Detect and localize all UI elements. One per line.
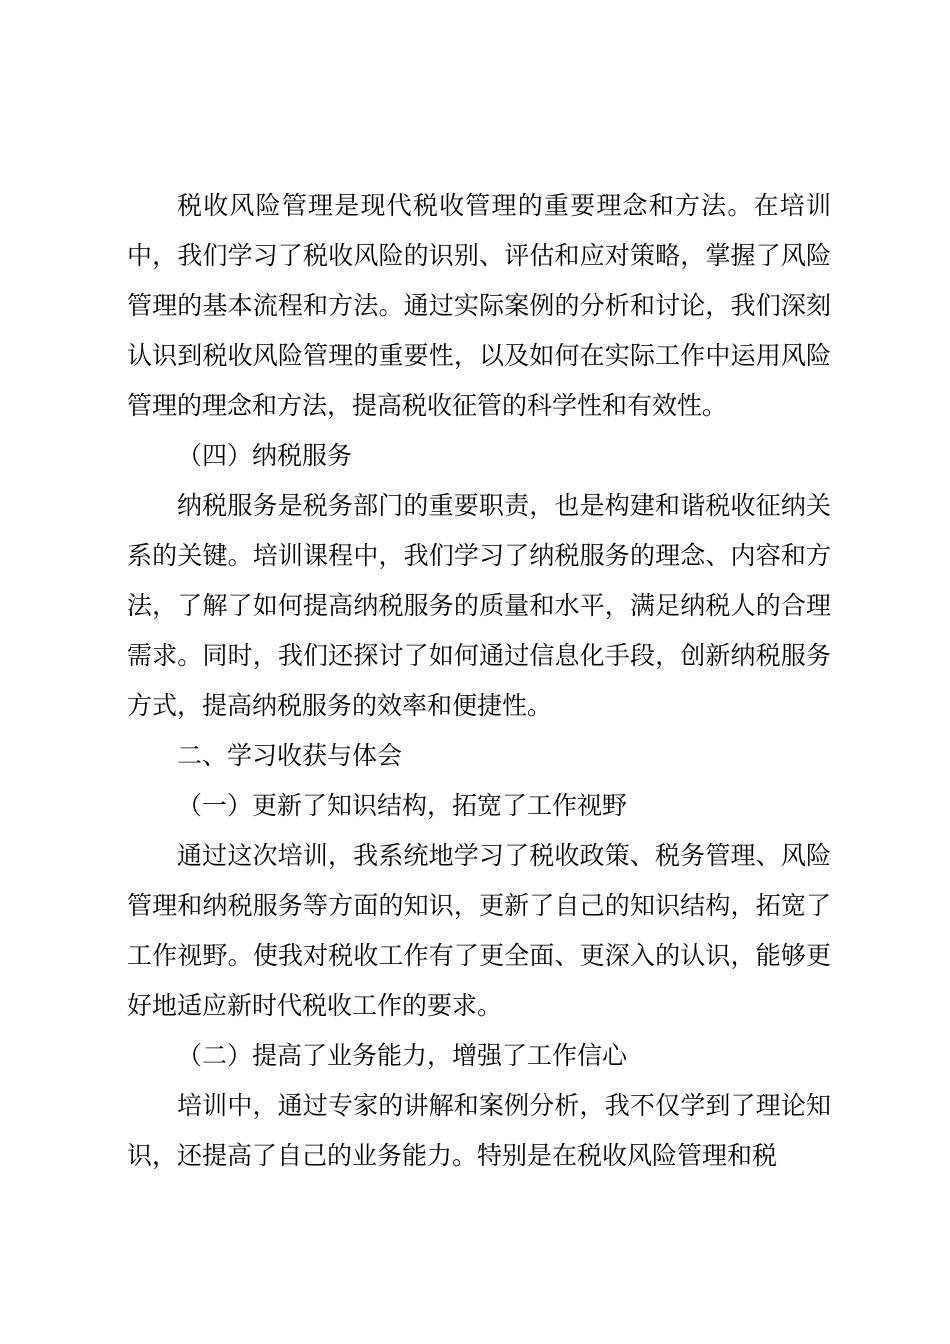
paragraph-risk-management: 税收风险管理是现代税收管理的重要理念和方法。在培训中，我们学习了税收风险的识别、评估和应对策略，掌握了风险管理的基本流程和方法。通过实际案例的分析和讨论，我们深刻认识到税收风险管理的重要性，以及如何在实际工作中运用风险管理的理念和方法，提高税收征管的科学性和有效性。 <box>127 191 831 420</box>
heading-business-ability: （二）提高了业务能力，增强了工作信心 <box>177 1041 628 1070</box>
paragraph-taxpayer-service: 纳税服务是税务部门的重要职责，也是构建和谐税收征纳关系的关键。培训课程中，我们学习了纳税服务的理念、内容和方法，了解了如何提高纳税服务的质量和水平，满足纳税人的合理需求。同时，我们还探讨了如何通过信息化手段，创新纳税服务方式，提高纳税服务的效率和便捷性。 <box>127 491 831 720</box>
heading-taxpayer-service: （四）纳税服务 <box>177 441 353 470</box>
document-body <box>127 181 831 1181</box>
heading-learning-gains: 二、学习收获与体会 <box>177 741 403 770</box>
paragraph-business-ability: 培训中，通过专家的讲解和案例分析，我不仅学到了理论知识，还提高了自己的业务能力。特别是在税收风险管理和税 <box>127 1091 831 1170</box>
heading-knowledge-structure: （一）更新了知识结构，拓宽了工作视野 <box>177 791 628 820</box>
paragraph-knowledge-structure: 通过这次培训，我系统地学习了税收政策、税务管理、风险管理和纳税服务等方面的知识，更新了自己的知识结构，拓宽了工作视野。使我对税收工作有了更全面、更深入的认识，能够更好地适应新时代税收工作的要求。 <box>127 841 831 1020</box>
